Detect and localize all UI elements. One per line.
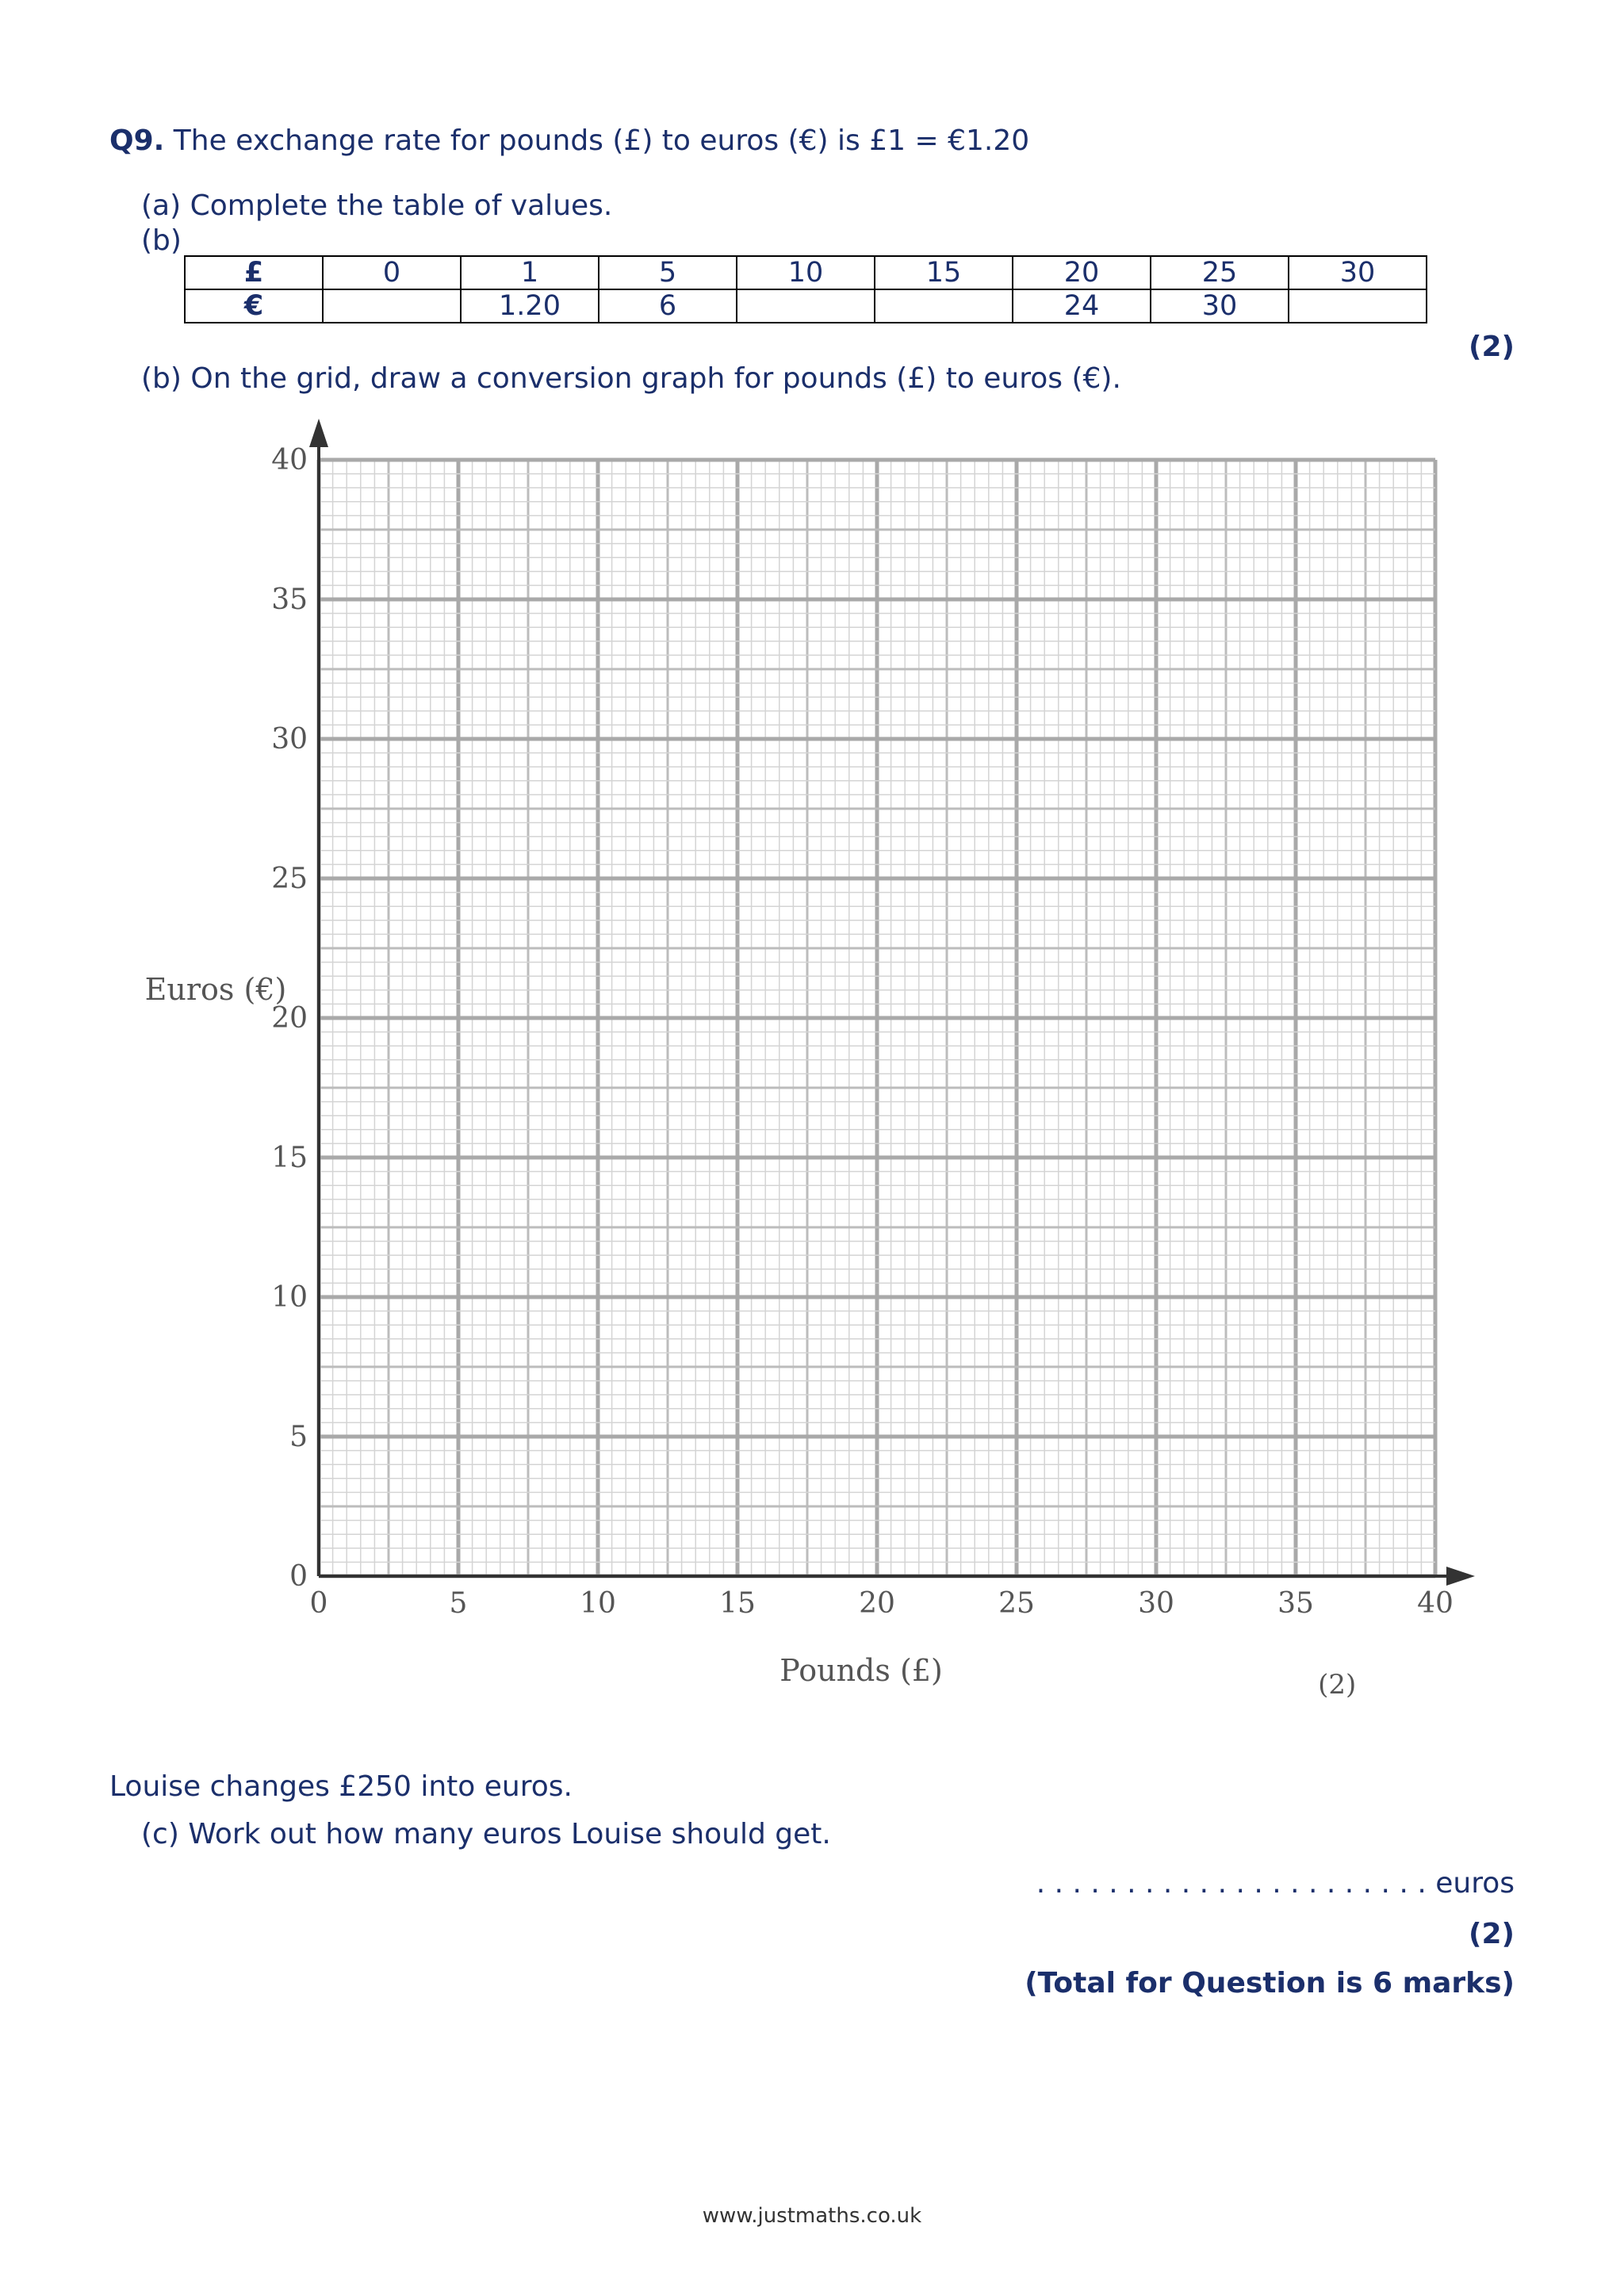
table-header-euros: € xyxy=(185,289,323,323)
y-tick-label: 10 xyxy=(271,1281,308,1314)
table-cell: 20 xyxy=(1013,256,1151,289)
marks-part-b: (2) xyxy=(1318,1669,1357,1701)
y-tick-label: 15 xyxy=(271,1142,308,1174)
table-row-pounds xyxy=(185,256,1427,289)
table-cell: 30 xyxy=(1289,256,1427,289)
x-tick-label: 10 xyxy=(580,1587,616,1620)
table-cell: 24 xyxy=(1013,289,1151,323)
axes xyxy=(309,419,1475,1586)
x-tick-label: 20 xyxy=(859,1587,895,1620)
part-a-text: (a) Complete the table of values. xyxy=(141,189,613,222)
table-cell-input[interactable] xyxy=(737,289,875,323)
question-text: The exchange rate for pounds (£) to euros (€) is £1 = €1.20 xyxy=(173,124,1030,157)
y-tick-label: 5 xyxy=(289,1421,308,1453)
y-tick-label: 40 xyxy=(271,444,308,476)
table-row-euros xyxy=(185,289,1427,323)
y-axis-label: Euros (€) xyxy=(144,971,287,1007)
y-tick-label: 25 xyxy=(271,863,308,895)
part-b-text: (b) On the grid, draw a conversion graph for pounds (£) to euros (€). xyxy=(141,362,1121,395)
table-cell: 5 xyxy=(599,256,737,289)
question-number: Q9. xyxy=(109,124,165,157)
answer-dots[interactable]: . . . . . . . . . . . . . . . . . . . . . . xyxy=(1036,1867,1427,1900)
table-cell: 30 xyxy=(1151,289,1289,323)
y-tick-label: 20 xyxy=(271,1002,308,1035)
conversion-graph[interactable] xyxy=(127,403,1491,1703)
table-cell: 6 xyxy=(599,289,737,323)
y-tick-label: 35 xyxy=(271,584,308,616)
y-tick-label: 0 xyxy=(289,1560,308,1593)
table-header-pounds: £ xyxy=(185,256,323,289)
x-tick-label: 30 xyxy=(1138,1587,1174,1620)
values-table xyxy=(184,255,1427,323)
x-axis-label: Pounds (£) xyxy=(779,1653,943,1688)
table-cell: 25 xyxy=(1151,256,1289,289)
answer-unit: euros xyxy=(1435,1867,1515,1900)
answer-line[interactable] xyxy=(1036,1866,1515,1901)
footer-url: www.justmaths.co.uk xyxy=(702,2204,922,2228)
question-heading xyxy=(109,124,1029,159)
table-cell-input[interactable] xyxy=(1289,289,1427,323)
x-axis-arrow xyxy=(1446,1567,1475,1586)
grid-lines xyxy=(319,460,1435,1576)
x-tick-label: 35 xyxy=(1277,1587,1314,1620)
table-cell-input[interactable] xyxy=(323,289,461,323)
table-cell: 0 xyxy=(323,256,461,289)
table-cell-input[interactable] xyxy=(875,289,1013,323)
table-cell: 1 xyxy=(461,256,599,289)
table-cell: 10 xyxy=(737,256,875,289)
marks-part-c: (2) xyxy=(1469,1918,1515,1950)
part-b-stub: (b) xyxy=(141,224,182,257)
y-axis-arrow xyxy=(309,419,328,447)
x-tick-label: 5 xyxy=(449,1587,468,1620)
x-tick-label: 15 xyxy=(719,1587,756,1620)
x-tick-label: 0 xyxy=(309,1587,328,1620)
total-marks: (Total for Question is 6 marks) xyxy=(1025,1967,1515,1999)
x-tick-label: 40 xyxy=(1417,1587,1454,1620)
marks-part-a: (2) xyxy=(1469,331,1515,363)
y-tick-label: 30 xyxy=(271,723,308,756)
x-tick-label: 25 xyxy=(998,1587,1035,1620)
louise-text: Louise changes £250 into euros. xyxy=(109,1770,573,1803)
table-cell: 1.20 xyxy=(461,289,599,323)
part-c-text: (c) Work out how many euros Louise should get. xyxy=(141,1818,831,1850)
table-cell: 15 xyxy=(875,256,1013,289)
